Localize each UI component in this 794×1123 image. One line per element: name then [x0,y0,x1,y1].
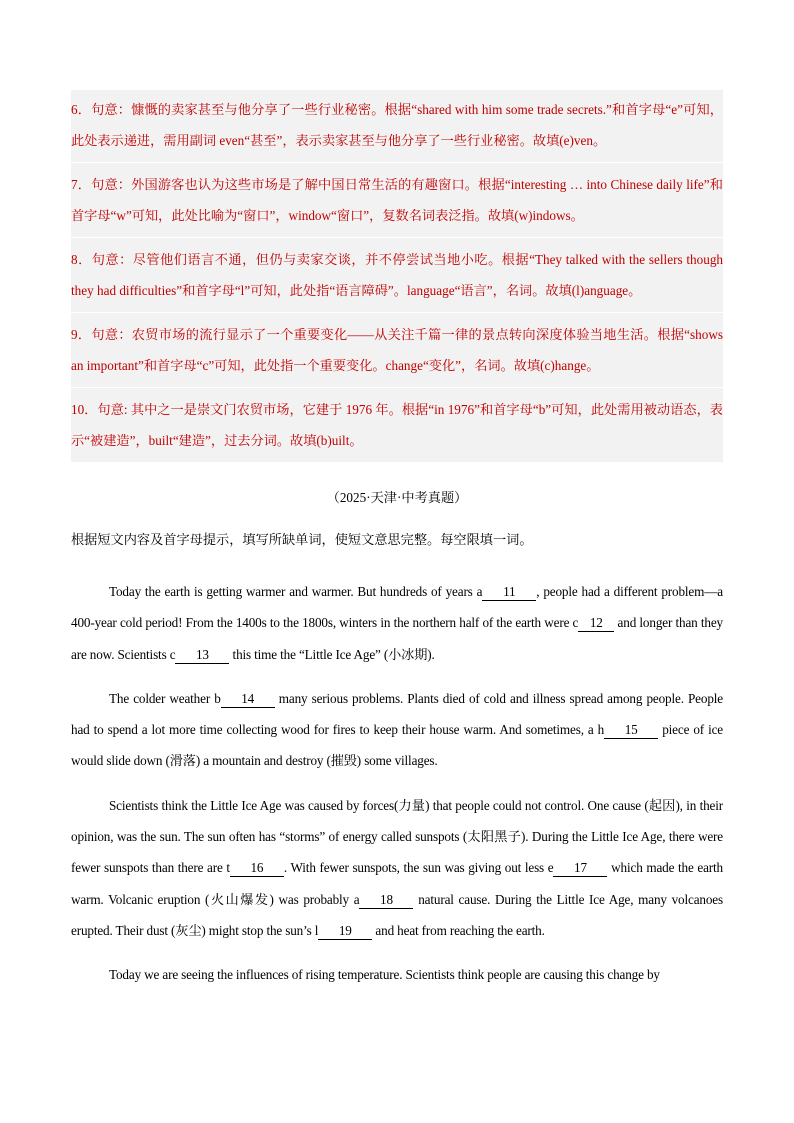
answer-9: 9．句意：农贸市场的流行显示了一个重要变化——从关注千篇一律的景点转向深度体验当地生活。根据“shows an important”和首字母“c”可知，此处指一个重要变化。change“变化”，名词。故填(c)hange。 [71,312,723,387]
blank-15[interactable]: 15 [604,722,658,739]
blank-12[interactable]: 12 [578,615,614,632]
passage-paragraph-3: Scientists think the Little Ice Age was caused by forces(力量) that people could not control. One cause (起因), in their opinion, was the sun. The sun often has “storms” of energy called sunspots (太阳黑子). During the Little Ice Age, there were fewer sunspots than there are t 16 . With fewer sunspots, the sun was giving out less e 17 which made the earth warm. Volcanic eruption (火山爆发) was probably a 18 natural cause. During the Little Ice Age, many volcanoes erupted. Their dust (灰尘) might stop the sun’s l 19 and heat from reaching the earth. [71,797,723,938]
document-page [71,90,723,991]
question-source: （2025·天津·中考真题） [326,490,468,505]
answer-8: 8．句意：尽管他们语言不通，但仍与卖家交谈，并不停尝试当地小吃。根据“They talked with the sellers though they had difficulties”和首字母“l”可知，此处指“语言障碍”。language“语言”，名词。故填(l)anguage。 [71,237,723,312]
blank-18[interactable]: 18 [359,892,413,909]
answer-10: 10．句意: 其中之一是崇文门农贸市场，它建于 1976 年。根据“in 1976”和首字母“b”可知，此处需用被动语态，表示“被建造”，built“建造”，过去分词。故填(b)uilt。 [71,387,723,462]
answer-6: 6．句意：慷慨的卖家甚至与他分享了一些行业秘密。根据“shared with him some trade secrets.”和首字母“e”可知，此处表示递进，需用副词 even“甚至”，表示卖家甚至与他分享了一些行业秘密。故填(e)ven。 [71,102,723,148]
blank-19[interactable]: 19 [318,923,372,940]
question-instruction: 根据短文内容及首字母提示，填写所缺单词，使短文意思完整。每空限填一词。 [71,532,533,547]
blank-13[interactable]: 13 [175,647,229,664]
passage-paragraph-1: Today the earth is getting warmer and warmer. But hundreds of years a 11 , people had a different problem—a 400-year cold period! From the 1400s to the 1800s, winters in the northern half of the earth were c 12 and longer than they are now. Scientists c 13 this time the “Little Ice Age” (小冰期). [71,584,723,662]
blank-14[interactable]: 14 [221,691,275,708]
answer-7: 7．句意：外国游客也认为这些市场是了解中国日常生活的有趣窗口。根据“interesting … into Chinese daily life”和首字母“w”可知，此处比喻为“窗口”，window“窗口”，复数名词表泛指。故填(w)indows。 [71,162,723,237]
blank-17[interactable]: 17 [553,860,607,877]
passage-paragraph-2: The colder weather b 14 many serious problems. Plants died of cold and illness spread among people. People had to spend a lot more time collecting wood for fires to keep their house warm. And sometimes, a h 15 piece of ice would slide down (滑落) a mountain and destroy (摧毁) some villages. [71,690,723,769]
passage-paragraph-4: Today we are seeing the influences of rising temperature. Scientists think people are causing this change by [109,967,660,983]
blank-11[interactable]: 11 [482,584,536,601]
blank-16[interactable]: 16 [230,860,284,877]
answer-explanations [71,90,723,462]
